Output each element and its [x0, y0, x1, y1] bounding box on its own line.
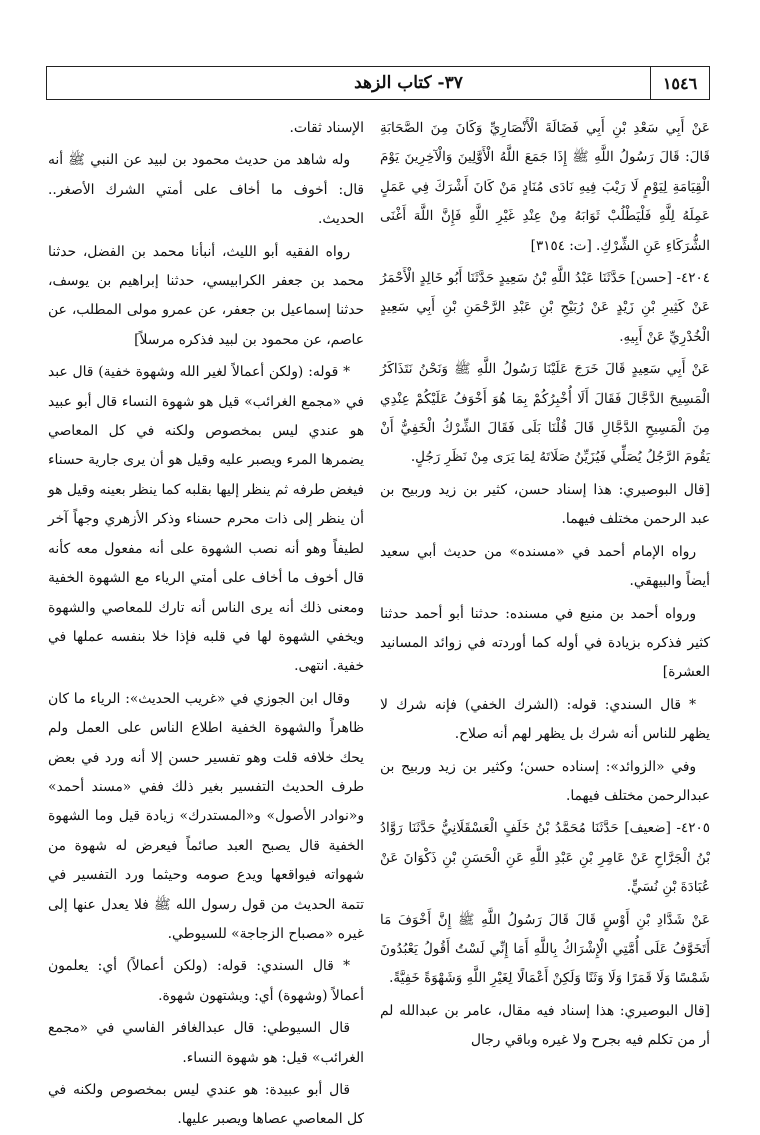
busiri-note-4205: [قال البوصيري: هذا إسناد فيه مقال، عامر بن عبدالله لم أر من تكلم فيه بجرح ولا غيره وباقي رجال [380, 1002, 710, 1049]
page-header [46, 66, 710, 100]
chapter-title: ٣٧- كتاب الزهد [354, 73, 463, 93]
hadith-4204-text: عَنْ أَبِي سَعِيدٍ قَالَ خَرَجَ عَلَيْنَا رَسُولُ اللَّهِ ﷺ وَنَحْنُ نَتَذَاكَرُ الْمَسِيحَ الدَّجَّالَ فَقَالَ أَلَا أُخْبِرُكُمْ بِمَا هُوَ أَخْوَفُ عَلَيْكُمْ عِنْدِي مِنَ الْمَسِيحِ الدَّجَّالِ قَالَ قُلْنَا بَلَى فَقَالَ الشِّرْكُ الْخَفِيُّ أَنْ يَقُومَ الرَّجُلُ يُصَلِّي فَيُزَيِّنُ صَلَاتَهُ لِمَا يَرَى مِنْ نَظَرِ رَجُلٍ. [380, 361, 710, 466]
page-number: ١٥٤٦ [650, 67, 709, 99]
busiri-note-4204: [قال البوصيري: هذا إسناد حسن، كثير بن زيد وربيح بن عبد الرحمن مختلف فيهما. [380, 481, 710, 528]
ibn-jawzi-commentary: وقال ابن الجوزي في «غريب الحديث»: الرياء ما كان ظاهراً والشهوة الخفية اطلاع الناس على العمل ولم يحك خلافه قلت وهو تفسير حسن إلا أنه ورد في بعض طرف الحديث التفسير بغير ذلك ففي «مسند أحمد» و«نوادر الأصول» و«المستدرك» زيادة قيل وما الشهوة الخفية قال يصبح العبد صائماً فيعرض له شهوة من شهواته فيواقعها ويدع صومه وحيثما ورد التفسير في تتمة الحديث من قول رسول الله ﷺ فلا يعدل عنها إلى غيره «مصباح الزجاجة» للسيوطي. [48, 690, 364, 942]
hadith-4203-text: عَنْ أَبِي سَعْدِ بْنِ أَبِي فَضَالَةَ الْأَنْصَارِيِّ وَكَانَ مِنَ الصَّحَابَةِ قَالَ: قَالَ رَسُولُ اللَّهِ ﷺ إِذَا جَمَعَ اللَّهُ الْأَوَّلِينَ وَالْآخِرِينَ يَوْمَ الْقِيَامَةِ لِيَوْمٍ لَا رَيْبَ فِيهِ نَادَى مُنَادٍ مَنْ كَانَ أَشْرَكَ فِي عَمَلٍ عَمِلَهُ لِلَّهِ فَلْيَطْلُبْ ثَوَابَهُ مِنْ عِنْدِ غَيْرِ اللَّهِ فَإِنَّ اللَّهَ أَغْنَى الشُّرَكَاءِ عَنِ الشِّرْكِ. [ت: ٣١٥٤] [380, 120, 710, 254]
sindi-commentary-4205: * قال السندي: قوله: (ولكن أعمالاً) أي: يعلمون أعمالاً (وشهوة) أي: ويشتهون شهوة. [48, 958, 364, 1004]
hadith-4205-text: عَنْ شَدَّادِ بْنِ أَوْسٍ قَالَ قَالَ رَسُولُ اللَّهِ ﷺ إِنَّ أَخْوَفَ مَا أَتَخَوَّفُ عَلَى أُمَّتِي الْإِشْرَاكُ بِاللَّهِ أَمَا إِنِّي لَسْتُ أَقُولُ يَعْبُدُونَ شَمْسًا وَلَا قَمَرًا وَلَا وَثَنًا وَلَكِنْ أَعْمَالًا لِغَيْرِ اللَّهِ وَشَهْوَةً خَفِيَّةً. [380, 911, 710, 987]
abu-ubayda-commentary: قال أبو عبيدة: هو عندي ليس بمخصوص ولكنه في كل المعاصي عصاها ويصبر عليها. [48, 1082, 364, 1128]
ibn-mani-narration-note: ورواه أحمد بن منيع في مسنده: حدثنا أبو أحمد حدثنا كثير فذكره بزيادة في أوله كما أوردته في زوائد المسانيد العشرة] [380, 605, 710, 681]
sindi-commentary-4204: * قال السندي: قوله: (الشرك الخفي) فإنه شرك لا يظهر للناس أنه شرك بل يظهر لهم أنه صلاح. [380, 696, 710, 743]
ahmad-narration-note: رواه الإمام أحمد في «مسنده» من حديث أبي سعيد أيضاً والبيهقي. [380, 543, 710, 590]
hadith-4205-isnad: ٤٢٠٥- [ضعيف] حَدَّثَنَا مُحَمَّدُ بْنُ خَلَفٍ الْعَسْقَلَانِيُّ حَدَّثَنَا رَوَّادُ بْنُ الْجَرَّاحِ عَنْ عَامِرِ بْنِ عَبْدِ اللَّهِ عَنِ الْحَسَنِ بْنِ ذَكْوَانَ عَنْ عُبَادَةَ بْنِ نُسَيٍّ. [380, 820, 710, 896]
right-column [380, 114, 710, 1094]
suyuti-commentary: قال السيوطي: قال عبدالغافر الفاسي في «مجمع الغرائب» قيل: هو شهوة النساء. [48, 1020, 364, 1066]
isnad-continuation: الإسناد ثقات. [289, 120, 364, 136]
zawaid-note-4204: وفي «الزوائد»: إسناده حسن؛ وكثير بن زيد وربيح بن عبدالرحمن مختلف فيهما. [380, 758, 710, 804]
left-column [48, 114, 364, 1128]
hadith-4204-isnad: ٤٢٠٤- [حسن] حَدَّثَنَا عَبْدُ اللَّهِ بْنُ سَعِيدٍ حَدَّثَنَا أَبُو خَالِدٍ الْأَحْمَرُ عَنْ كَثِيرِ بْنِ زَيْدٍ عَنْ رُبَيْحِ بْنِ عَبْدِ الرَّحْمَنِ بْنِ أَبِي سَعِيدٍ الْخُدْرِيِّ عَنْ أَبِيهِ. [380, 270, 710, 345]
shahid-note: وله شاهد من حديث محمود بن لبيد عن النبي ﷺ أنه قال: أخوف ما أخاف على أمتي الشرك الأصغر.. الحديث. [48, 152, 364, 228]
shahwa-khafiya-commentary: * قوله: (ولكن أعمالاً لغير الله وشهوة خفية) قال عبد في «مجمع الغرائب» قيل هو شهوة النساء قال أبو عبيد هو عندي ليس بمخصوص ولكنه في كل المعاصي يضمرها المرء ويصبر عليه وقيل هو أن يرى جارية حسناء فيغض طرفه ثم ينظر إليها بقلبه كما ينظر بعينه وقيل هو أن ينظر إلى ذات محرم حسناء وذكر الأزهري وجهاً آخر لطيفاً وهو أنه نصب الشهوة على أنه مفعول معه كأنه قال أخوف ما أخاف على أمتي الرياء مع الشهوة الخفية ومعنى ذلك أنه يرى الناس أنه تارك للمعاصي والشهوة ويخفي الشهوة لها في قلبه فإذا خلا بنفسه عملها في خفية. انتهى. [48, 364, 364, 675]
abu-layth-narration: رواه الفقيه أبو الليث، أنبأنا محمد بن الفضل، حدثنا محمد بن جعفر الكرابيسي، حدثنا إبراهيم بن يوسف، حدثنا إسماعيل بن جعفر، عن عمرو مولى المطلب، عن عاصم، عن محمود بن لبيد فذكره مرسلاً] [48, 243, 364, 348]
